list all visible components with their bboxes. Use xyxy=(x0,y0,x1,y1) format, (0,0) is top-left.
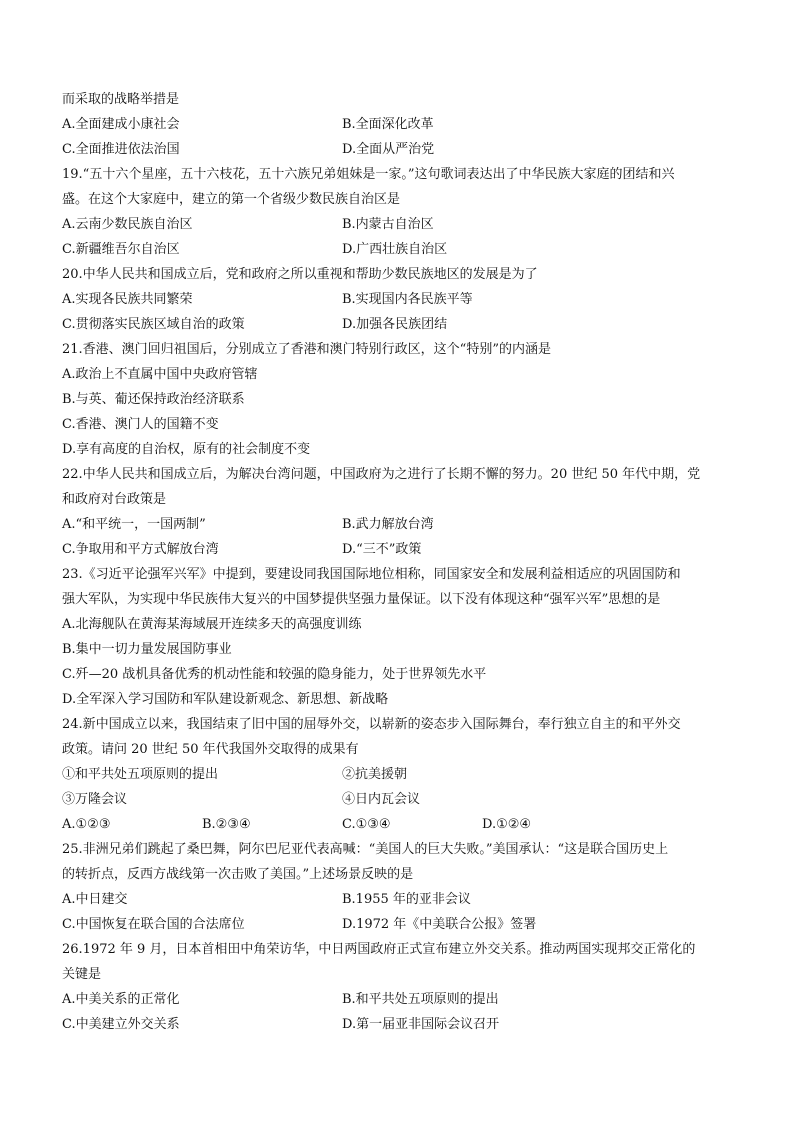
option-a: A.政治上不直属中国中央政府管辖 xyxy=(62,367,258,382)
question-19-stem: 19.“五十六个星座，五十六枝花，五十六族兄弟姐妹是一家。”这句歌词表达出了中华民族大家庭的团结和兴 xyxy=(62,167,675,182)
option-b: B.全面深化改革 xyxy=(342,117,434,132)
option-d: D.广西壮族自治区 xyxy=(342,242,448,257)
option-a: A.全面建成小康社会 xyxy=(62,117,180,132)
option-a: A.实现各民族共同繁荣 xyxy=(62,292,193,307)
option-d: D.1972 年《中美联合公报》签署 xyxy=(342,917,537,932)
option-a: A.中日建交 xyxy=(62,892,128,907)
option-d: D.“三不”政策 xyxy=(342,542,422,557)
question-24-stem-cont: 政策。请问 20 世纪 50 年代我国外交取得的成果有 xyxy=(62,742,359,757)
option-c: C.贯彻落实民族区域自治的政策 xyxy=(62,317,245,332)
question-20-stem: 20.中华人民共和国成立后，党和政府之所以重视和帮助少数民族地区的发展是为了 xyxy=(62,267,538,282)
option-c: C.歼—20 战机具备优秀的机动性能和较强的隐身能力，处于世界领先水平 xyxy=(62,667,487,682)
option-d: D.第一届亚非国际会议召开 xyxy=(342,1017,500,1032)
option-d: D.加强各民族团结 xyxy=(342,317,448,332)
question-25-stem-cont: 的转折点，反西方战线第一次击败了美国。”上述场景反映的是 xyxy=(62,867,414,882)
question-21-stem: 21.香港、澳门回归祖国后，分别成立了香港和澳门特别行政区，这个“特别”的内涵是 xyxy=(62,342,551,357)
question-text-continuation: 而采取的战略举措是 xyxy=(62,92,180,107)
option-c: C.新疆维吾尔自治区 xyxy=(62,242,180,257)
question-25-stem: 25.非洲兄弟们跳起了桑巴舞，阿尔巴尼亚代表高喊：“美国人的巨大失败。”美国承认：“这是联合国历史上 xyxy=(62,842,669,857)
option-b: B.和平共处五项原则的提出 xyxy=(342,992,499,1007)
question-26-stem: 26.1972 年 9 月，日本首相田中角荣访华，中日两国政府正式宣布建立外交关系。推动两国实现邦交正常化的 xyxy=(62,942,696,957)
option-c: C.争取用和平方式解放台湾 xyxy=(62,542,219,557)
option-a: A.云南少数民族自治区 xyxy=(62,217,193,232)
question-19-stem-cont: 盛。在这个大家庭中，建立的第一个省级少数民族自治区是 xyxy=(62,192,401,207)
option-b: B.1955 年的亚非会议 xyxy=(342,892,471,907)
question-22-stem: 22.中华人民共和国成立后，为解决台湾问题，中国政府为之进行了长期不懈的努力。20 世纪 50 年代中期，党 xyxy=(62,467,701,482)
option-a: A.“和平统一，一国两制” xyxy=(62,517,206,532)
option-a: A.北海舰队在黄海某海域展开连续多天的高强度训练 xyxy=(62,617,362,632)
option-c: C.香港、澳门人的国籍不变 xyxy=(62,417,219,432)
option-b: B.集中一切力量发展国防事业 xyxy=(62,642,232,657)
option-d: D.全面从严治党 xyxy=(342,142,435,157)
option-d: D.①②④ xyxy=(482,817,532,832)
option-b: B.②③④ xyxy=(202,817,251,832)
option-a: A.中美关系的正常化 xyxy=(62,992,180,1007)
option-a: A.①②③ xyxy=(62,817,111,832)
statement-4: ④日内瓦会议 xyxy=(342,792,421,807)
statement-2: ②抗美援朝 xyxy=(342,767,408,782)
question-24-stem: 24.新中国成立以来，我国结束了旧中国的屈辱外交，以崭新的姿态步入国际舞台，奉行独立自主的和平外交 xyxy=(62,717,681,732)
question-22-stem-cont: 和政府对台政策是 xyxy=(62,492,167,507)
option-c: C.全面推进依法治国 xyxy=(62,142,180,157)
option-c: C.中美建立外交关系 xyxy=(62,1017,180,1032)
option-d: D.全军深入学习国防和军队建设新观念、新思想、新战略 xyxy=(62,692,389,707)
statement-3: ③万隆会议 xyxy=(62,792,128,807)
option-b: B.武力解放台湾 xyxy=(342,517,434,532)
question-23-stem: 23.《习近平论强军兴军》中提到，要建设同我国国际地位相称，同国家安全和发展利益相适应的巩固国防和 xyxy=(62,567,681,582)
option-b: B.与英、葡还保持政治经济联系 xyxy=(62,392,245,407)
option-c: C.中国恢复在联合国的合法席位 xyxy=(62,917,245,932)
option-c: C.①③④ xyxy=(342,817,391,832)
option-b: B.内蒙古自治区 xyxy=(342,217,434,232)
question-23-stem-cont: 强大军队，为实现中华民族伟大复兴的中国梦提供坚强力量保证。以下没有体现这种“强军兴军”思想的是 xyxy=(62,592,661,607)
statement-1: ①和平共处五项原则的提出 xyxy=(62,767,219,782)
option-b: B.实现国内各民族平等 xyxy=(342,292,473,307)
option-d: D.享有高度的自治权，原有的社会制度不变 xyxy=(62,442,311,457)
question-26-stem-cont: 关键是 xyxy=(62,967,102,982)
